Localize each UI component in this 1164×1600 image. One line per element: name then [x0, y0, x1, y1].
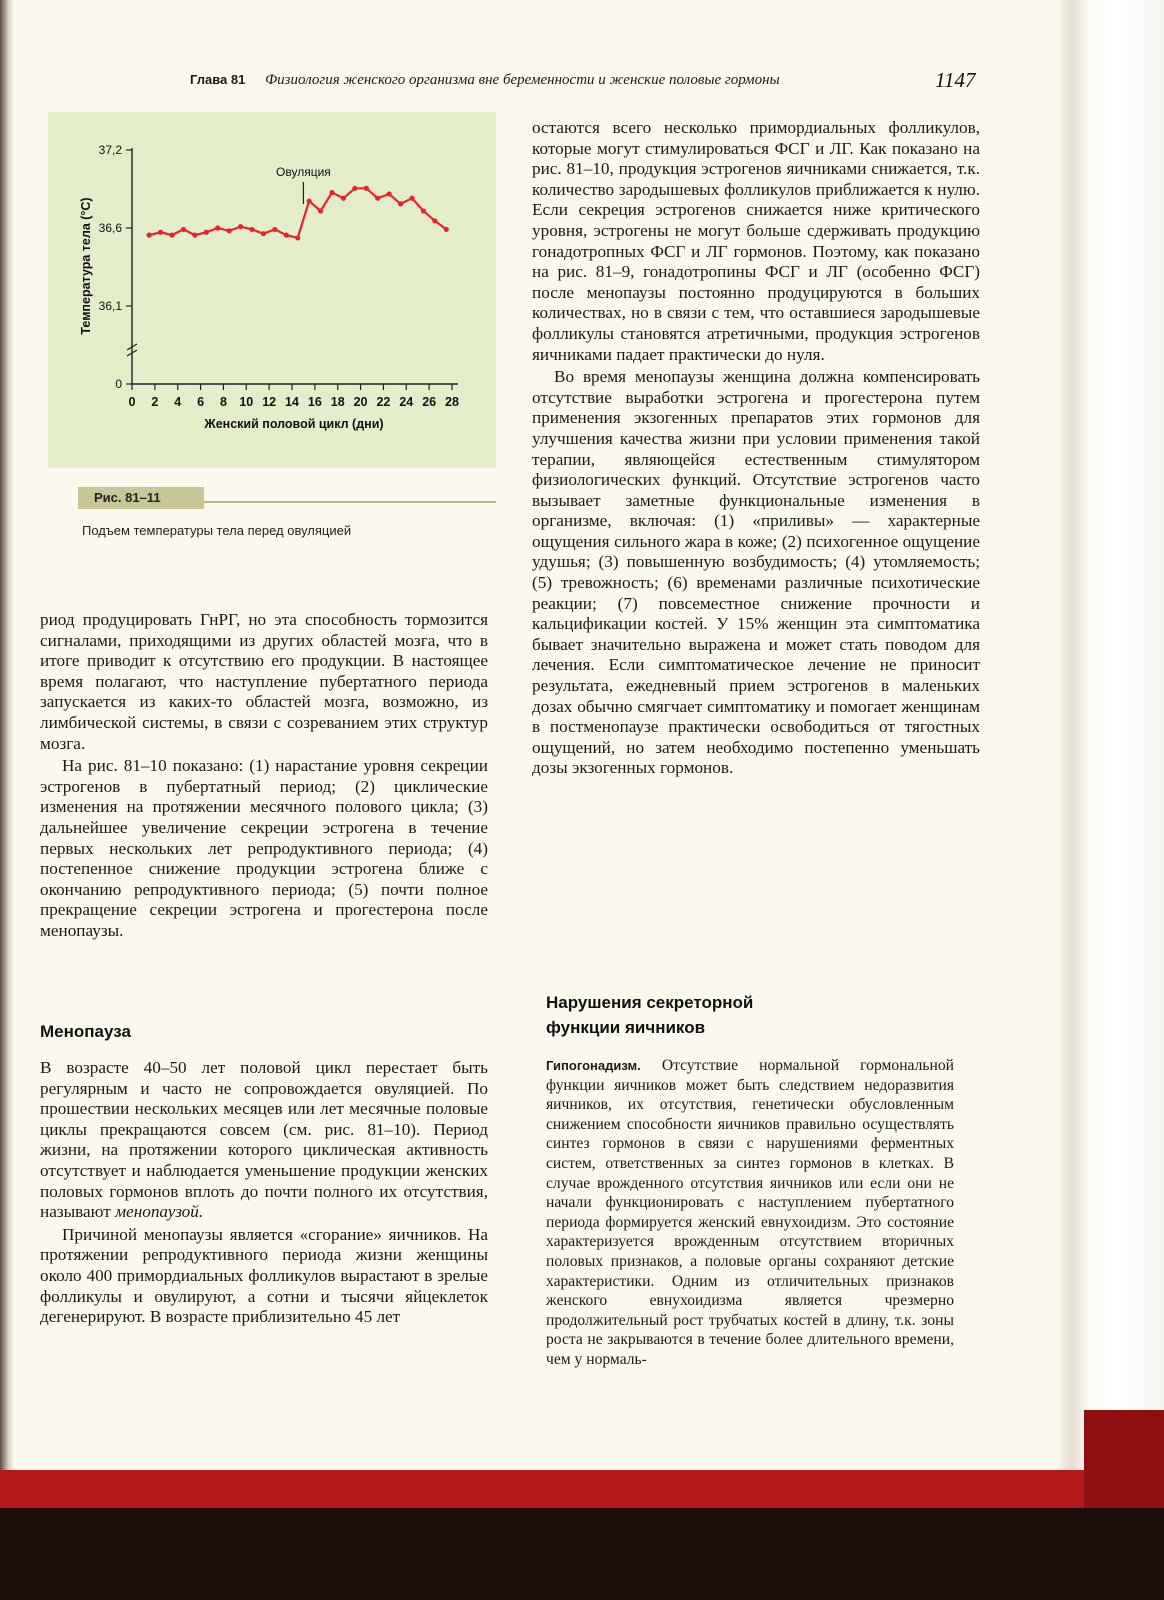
x-tick-label: 12 [262, 395, 277, 409]
running-head [190, 72, 990, 89]
x-tick-label: 18 [330, 395, 345, 409]
temperature-point [249, 227, 254, 232]
right-column-bottom [546, 1056, 954, 1370]
figure-label-bar [48, 487, 496, 509]
x-tick-label: 26 [422, 395, 437, 409]
paragraph: Причиной менопаузы является «сгорание» яичников. На протяжении репродуктивного периода жизни женщины около 400 примордиальных фолликулов вырастают в зрелые фолликулы и овулируют, а сотни и тысячи яйцеклеток дегенерируют. В возрасте приблизительно 45 лет [40, 1224, 488, 1327]
x-tick-label: 2 [151, 395, 159, 409]
temperature-point [409, 196, 414, 201]
x-axis-label: Женский половой цикл (дни) [204, 417, 384, 431]
gutter-shadow [0, 0, 14, 1525]
figure-chart-panel [48, 112, 496, 468]
paragraph [40, 1058, 488, 1223]
chapter-title: Физиология женского организма вне беременности и женские половые гормоны [265, 72, 780, 88]
temperature-point [375, 196, 380, 201]
heading-line: Нарушения секреторной [546, 993, 754, 1012]
temperature-point [169, 232, 174, 237]
paragraph [546, 1056, 954, 1370]
temperature-point [387, 191, 392, 196]
x-tick-label: 22 [376, 395, 391, 409]
y-tick-label: 36,6 [98, 221, 122, 235]
x-tick-label: 10 [239, 395, 254, 409]
temperature-point [192, 232, 197, 237]
red-cover-edge [0, 1470, 1164, 1508]
temperature-point [329, 190, 334, 195]
heading-menopause: Менопауза [40, 1022, 131, 1041]
temperature-point [341, 196, 346, 201]
paragraph-text: Отсутствие нормальной гормональной функции яичников может быть следствием недоразвития яичников, их отсутствия, генетически обусловленным снижением способности яичников правильно осуществлять синтез гормонов в связи с нарушениями ферментных систем, ответственных за синтез гормонов в клетках. В случае врожденного отсутствия яичников или если они не начали функционировать с наступлением пубертатного периода формируется женский евнухоидизм. Это состояние характеризуется врожденным отсутствием вторичных половых признаков, а половые органы сохраняют детские характеристики. Одним из отличительных признаков женского евнухоидизма является чрезмерно продолжительный рост трубчатых костей в длину, т.к. зоны роста не закрываются в течение более длительного времени, чем у нормаль- [546, 1057, 954, 1368]
y-tick-label: 0 [115, 377, 122, 391]
temperature-point [352, 186, 357, 191]
temperature-point [181, 227, 186, 232]
temperature-point [295, 235, 300, 240]
x-tick-label: 24 [399, 395, 414, 409]
x-tick-label: 28 [445, 395, 459, 409]
y-tick-label: 37,2 [98, 143, 122, 157]
figure-rule [204, 501, 496, 503]
x-tick-label: 6 [197, 395, 205, 409]
page-edge-right [1060, 0, 1164, 1600]
temperature-point [261, 231, 266, 236]
left-column-bottom [40, 1058, 488, 1328]
paragraph: остаются всего несколько примордиальных фолликулов, которые могут стимулироваться ФСГ и ЛГ. Как показано на рис. 81–10, продукция эстрогенов яичниками снижается, т.к. количество зародышевых фолликулов приближается к нулю. Если секреция эстрогенов снижается ниже критического уровня, эстрогены не могут больше сдерживать продукцию гонадотропных ФСГ и ЛГ гормонов. Поэтому, как показано на рис. 81–9, гонадотропины ФСГ и ЛГ (особенно ФСГ) после менопаузы постоянно продуцируются в больших количествах, но в связи с тем, что оставшиеся зародышевые фолликулы становятся атретичными, продукция эстрогенов яичниками падает практически до нуля. [532, 118, 980, 364]
right-column-top [532, 118, 980, 779]
temperature-point [398, 201, 403, 206]
temperature-point [147, 232, 152, 237]
heading-ovarian-disorders [546, 990, 753, 1040]
temperature-chart [48, 112, 496, 468]
runin-hypogonadism: Гипогонадизм. [546, 1058, 641, 1073]
temperature-point [284, 232, 289, 237]
temperature-series-line [149, 188, 446, 238]
paragraph: На рис. 81–10 показано: (1) нарастание уровня секреции эстрогенов в пубертатный период; (2) циклические изменения на протяжении месячного полового цикла; (3) дальнейшее увеличение секреции эстрогена в течение первых нескольких лет репродуктивного периода; (4) постепенное снижение продукции эстрогена ближе с окончанию репродуктивного периода; (5) почти полное прекращение секреции эстрогена и прогестерона после менопаузы. [40, 756, 488, 940]
y-axis-label: Температура тела (°C) [79, 197, 93, 335]
paragraph-text: В возрасте 40–50 лет половой цикл перестает быть регулярным и часто не сопровождается овуляцией. По прошествии нескольких месяцев или лет месячные половые циклы прекращаются совсем (см. рис. 81–10). Период жизни, на протяжении которого циклическая активность отсутствует и наблюдается уменьшение продукции женских половых гормонов вплоть до почти полного их отсутствия, называют [40, 1058, 488, 1222]
dark-background [0, 1508, 1164, 1600]
page-number: 1147 [935, 68, 976, 92]
chapter-label: Глава 81 [190, 72, 246, 87]
x-tick-label: 4 [174, 395, 182, 409]
figure-caption: Подъем температуры тела перед овуляцией [82, 523, 352, 538]
x-tick-label: 16 [307, 395, 322, 409]
temperature-point [215, 225, 220, 230]
x-tick-label: 14 [285, 395, 299, 409]
paragraph: Во время менопаузы женщина должна компенсировать отсутствие выработки эстрогена и прогестерона путем применения экзогенных препаратов этих гормонов для улучшения качества жизни при условии применения такой терапии, являющейся естественным стимулятором физиологических функций. Отсутствие эстрогенов часто вызывает заметные функциональные изменения в организме, включая: (1) «приливы» — характерные ощущения сильного жара в коже; (2) психогенное ощущение удушья; (3) повышенную возбудимость; (4) утомляемость; (5) тревожность; (6) временами различные психотические реакции; (7) повсеместное снижение прочности и кальцификации костей. У 15% женщин эта симптоматика бывает значительно выражена и может стать поводом для лечения. Если симптоматическое лечение не приносит результата, ежедневный прием эстрогенов в маленьких дозах обычно смягчает симптоматику и помогает женщинам в постменопаузе практически освободиться от тягостных ощущений, но затем необходимо постепенно уменьшать дозы экзогенных гормонов. [532, 367, 980, 778]
x-tick-label: 20 [353, 395, 368, 409]
temperature-point [227, 228, 232, 233]
temperature-point [158, 230, 163, 235]
paragraph: риод продуцировать ГнРГ, но эта способность тормозится сигналами, приходящими из других областей мозга, что в итоге приводит к отсутствию его продукции. В настоящее время полагают, что наступление пубертатного периода запускается из каких-то областей мозга, возможно, из лимбической системы, в связи с созреванием этих структур мозга. [40, 610, 488, 753]
temperature-point [272, 227, 277, 232]
temperature-point [238, 224, 243, 229]
heading-line: функции яичников [546, 1018, 706, 1037]
figure-label: Рис. 81–11 [78, 487, 204, 509]
left-column-top [40, 610, 488, 942]
temperature-point [204, 230, 209, 235]
x-tick-label: 8 [219, 395, 227, 409]
temperature-point [432, 218, 437, 223]
temperature-point [444, 227, 449, 232]
term-menopause: менопаузой. [115, 1202, 204, 1222]
temperature-point [364, 186, 369, 191]
y-tick-label: 36,1 [98, 299, 122, 313]
temperature-point [318, 208, 323, 213]
temperature-point [307, 198, 312, 203]
temperature-point [421, 208, 426, 213]
ovulation-label: Овуляция [276, 165, 331, 179]
x-tick-label: 0 [128, 395, 136, 409]
